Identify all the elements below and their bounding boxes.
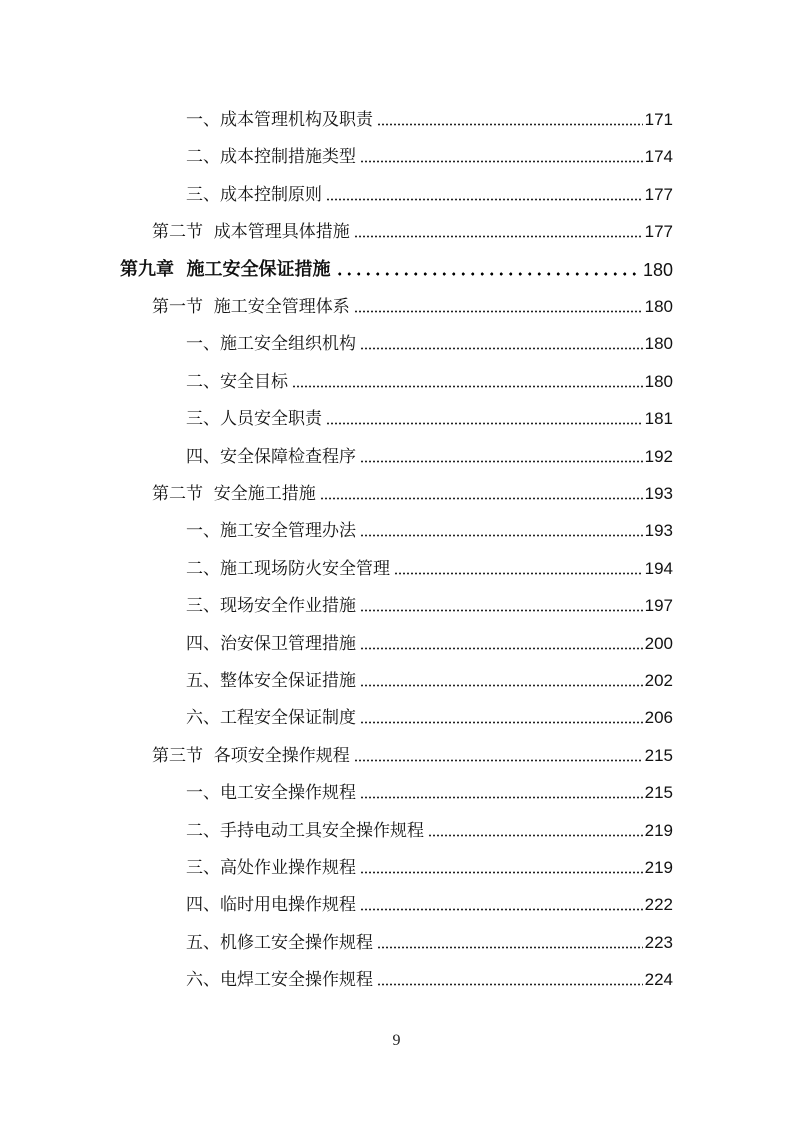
toc-entry-label: 二、成本控制措施类型 [186,147,356,168]
dot-leader [335,272,641,276]
dot-leader [377,983,643,986]
toc-entry-label: 三、人员安全职责 [186,409,322,430]
toc-entry-sub[interactable] [186,661,673,691]
toc-entry-sub[interactable] [186,624,673,654]
toc-entry-label: 四、安全保障检查程序 [186,446,356,467]
dot-leader [377,123,643,126]
toc-entry-page: 197 [644,596,673,616]
dot-leader [360,534,643,537]
toc-entry-label: 五、整体安全保证措施 [186,671,356,691]
dot-leader [320,497,643,500]
toc-entry-page: 180 [644,297,673,316]
dot-leader [360,160,643,163]
toc-entry-page: 177 [644,184,673,204]
toc-entry-label: 四、治安保卫管理措施 [186,633,356,654]
dot-leader [326,198,643,201]
toc-entry-sec[interactable] [152,474,673,504]
toc-entry-page: 174 [644,147,673,167]
toc-entry-page: 215 [644,783,673,803]
toc-entry-sub[interactable] [186,137,673,167]
toc-entry-page: 224 [644,970,673,990]
toc-entry-sub[interactable] [186,362,673,392]
toc-entry-label: 二、手持电动工具安全操作规程 [186,820,424,841]
toc-entry-label: 四、临时用电操作规程 [186,895,356,916]
toc-entry-sub[interactable] [186,324,673,354]
dot-leader [360,347,643,350]
toc-entry-sub[interactable] [186,960,673,990]
toc-entry-sub[interactable] [186,511,673,541]
toc-entry-page: 222 [644,895,673,915]
toc-entry-sub[interactable] [186,100,673,130]
toc-entry-label: 一、施工安全管理办法 [186,521,356,542]
dot-leader [354,310,643,313]
toc-entry-sub[interactable] [186,549,673,579]
dot-leader [394,572,643,575]
dot-leader [354,759,643,762]
toc-entry-label: 第一节 施工安全管理体系 [152,297,350,317]
toc-entry-label: 一、成本管理机构及职责 [186,110,373,130]
toc-entry-page: 193 [644,484,673,503]
toc-entry-page: 193 [644,521,673,541]
toc-entry-label: 二、施工现场防火安全管理 [186,558,390,579]
toc-entry-page: 206 [644,708,673,728]
dot-leader [292,385,643,388]
page-number: 9 [392,1032,401,1049]
toc-entry-sec[interactable] [152,736,673,766]
toc-entry-page: 219 [644,858,673,877]
toc-entry-page: 171 [644,110,673,129]
toc-entry-page: 177 [644,222,673,242]
toc-entry-label: 六、电焊工安全操作规程 [186,970,373,991]
toc-entry-sub[interactable] [186,885,673,915]
toc-entry-label: 第二节 成本管理具体措施 [152,222,350,243]
toc-entry-label: 一、施工安全组织机构 [186,334,356,355]
toc-entry-label: 五、机修工安全操作规程 [186,932,373,953]
dot-leader [354,235,643,238]
toc-entry-label: 第二节 安全施工措施 [152,484,316,504]
toc-entry-sec[interactable] [152,287,673,317]
dot-leader [360,460,643,463]
toc-entry-sub[interactable] [186,848,673,878]
toc-entry-page: 202 [644,671,673,690]
toc-entry-label: 一、电工安全操作规程 [186,783,356,804]
toc-entry-label: 六、工程安全保证制度 [186,708,356,729]
dot-leader [428,834,643,837]
dot-leader [360,647,643,650]
toc-entry-page: 194 [644,558,673,578]
toc-entry-sub[interactable] [186,773,673,803]
toc-entry-sub[interactable] [186,698,673,728]
toc-entry-sub[interactable] [186,175,673,205]
toc-entry-page: 219 [644,820,673,840]
toc-entry-label: 三、成本控制原则 [186,184,322,205]
toc-entry-page: 181 [644,409,673,429]
dot-leader [360,609,643,612]
toc-entry-sec[interactable] [152,212,673,242]
toc-entry-sub[interactable] [186,437,673,467]
toc-entry-label: 三、现场安全作业措施 [186,596,356,617]
dot-leader [377,946,643,949]
dot-leader [326,422,643,425]
toc-entry-page: 200 [644,633,673,653]
toc-entry-page: 180 [642,259,673,280]
toc-entry-sub[interactable] [186,586,673,616]
toc-entry-page: 180 [644,334,673,354]
toc-entry-label: 三、高处作业操作规程 [186,858,356,878]
dot-leader [360,721,643,724]
toc-entry-chap[interactable] [120,250,673,280]
dot-leader [360,908,643,911]
toc-entry-page: 192 [644,446,673,466]
toc-entry-label: 二、安全目标 [186,371,288,392]
toc-entry-page: 180 [644,371,673,391]
toc-entry-sub[interactable] [186,923,673,953]
toc-entry-label: 第九章 施工安全保证措施 [120,258,331,280]
toc-entry-page: 223 [644,932,673,952]
dot-leader [360,796,643,799]
toc-entry-label: 第三节 各项安全操作规程 [152,745,350,766]
dot-leader [360,684,643,687]
dot-leader [360,871,643,874]
toc-entry-page: 215 [644,745,673,765]
toc-entry-sub[interactable] [186,811,673,841]
toc-entry-sub[interactable] [186,399,673,429]
